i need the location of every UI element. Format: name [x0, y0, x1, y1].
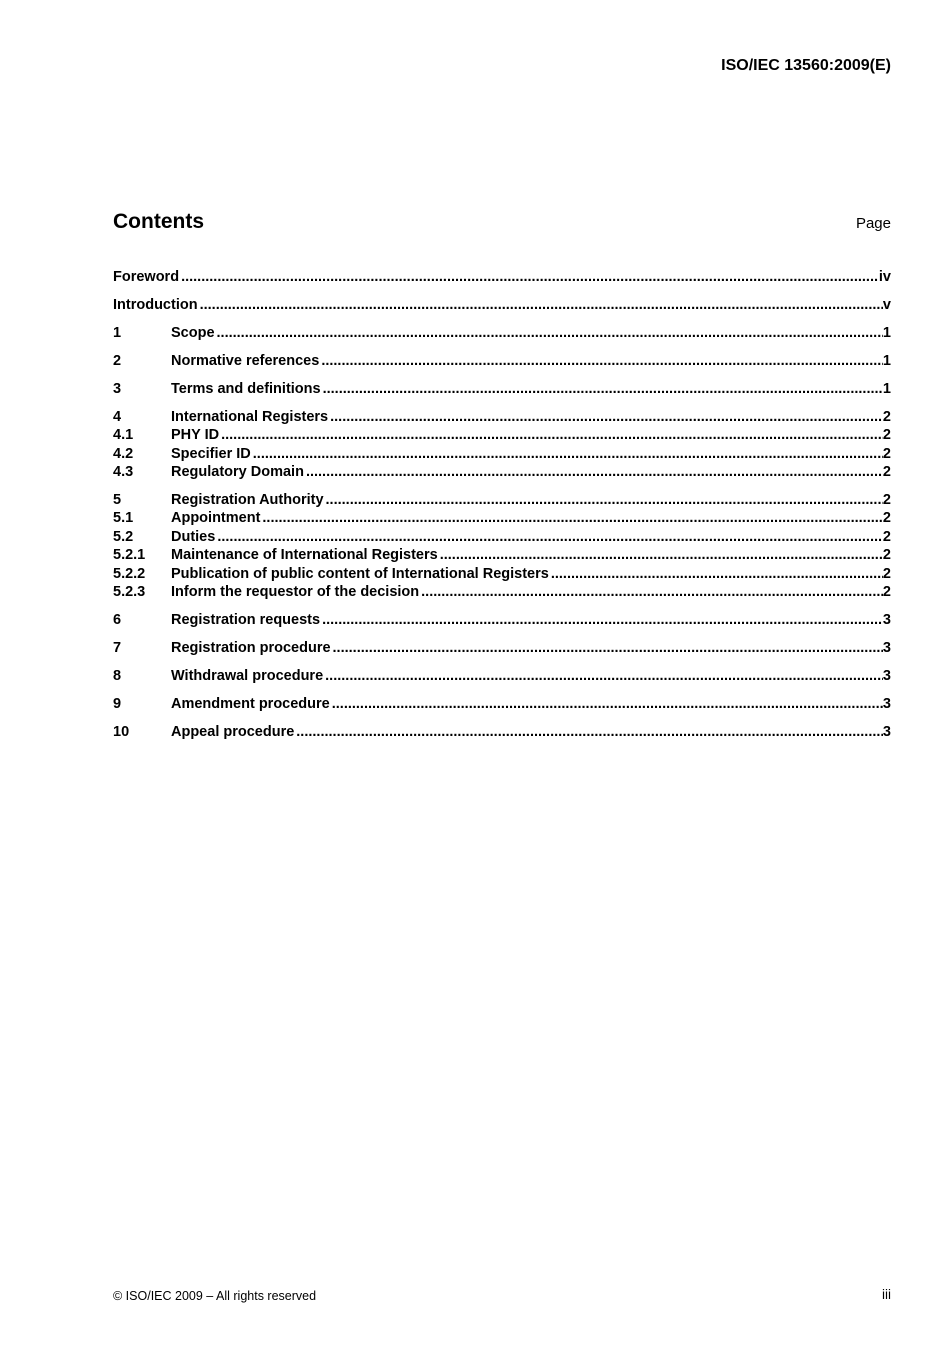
toc-entry-title: Appointment [171, 510, 261, 527]
document-id: ISO/IEC 13560:2009(E) [721, 57, 891, 74]
toc-entry-title: Registration requests [171, 612, 321, 629]
toc-leader-dots [304, 463, 883, 481]
toc-entry-introduction[interactable] [113, 296, 891, 314]
toc-leader-dots [330, 695, 883, 713]
toc-leader-dots [331, 639, 883, 657]
toc-entry-page: 2 [882, 408, 891, 425]
toc-leader-dots [438, 546, 883, 564]
toc-entry-page: 2 [882, 464, 891, 481]
toc-entry-title: Publication of public content of International Registers [171, 565, 549, 582]
toc-leader-dots [215, 528, 883, 546]
toc-leader-dots [319, 352, 883, 370]
toc-entry-page: 2 [882, 445, 891, 462]
toc-entry-page: 3 [882, 695, 891, 712]
toc-entry-4-3[interactable] [113, 463, 891, 481]
toc-entry-2[interactable] [113, 352, 891, 370]
toc-entry-page: 2 [882, 584, 891, 601]
footer-page-number: iii [882, 1287, 891, 1302]
toc-entry-title: Appeal procedure [171, 723, 295, 740]
toc-entry-page: 3 [882, 667, 891, 684]
toc-entry-title: PHY ID [171, 427, 220, 444]
toc-entry-number: 8 [113, 667, 122, 684]
toc-leader-dots [251, 445, 883, 463]
toc-leader-dots [198, 296, 883, 314]
toc-entry-page: v [882, 296, 891, 313]
contents-heading: Contents [113, 210, 204, 233]
toc-entry-page: 3 [882, 723, 891, 740]
toc-entry-page: 3 [882, 640, 891, 656]
toc-entry-10[interactable] [113, 723, 891, 741]
toc-entry-number: 6 [113, 612, 122, 629]
toc-entry-number: 2 [113, 352, 122, 369]
toc-entry-title: Regulatory Domain [171, 464, 304, 481]
toc-entry-8[interactable] [113, 667, 891, 685]
toc-entry-4-1[interactable] [113, 426, 891, 444]
toc-entry-title: Scope [171, 324, 215, 341]
toc-entry-title: Amendment procedure [171, 695, 330, 712]
toc-entry-title: Maintenance of International Registers [171, 547, 438, 564]
toc-entry-number: 5.2.2 [113, 565, 146, 582]
toc-entry-number: 5.2.3 [113, 584, 146, 601]
toc-entry-5[interactable] [113, 491, 891, 509]
toc-leader-dots [179, 268, 879, 286]
toc-leader-dots [324, 491, 883, 509]
toc-entry-number: 10 [113, 723, 130, 740]
toc-entry-7[interactable] [113, 639, 891, 657]
toc-entry-page: 1 [882, 380, 891, 397]
toc-entry-9[interactable] [113, 695, 891, 713]
toc-entry-6[interactable] [113, 611, 891, 629]
toc-entry-number: 9 [113, 695, 122, 712]
toc-entry-title: Terms and definitions [171, 380, 321, 397]
toc-leader-dots [419, 583, 883, 601]
footer-copyright: © ISO/IEC 2009 – All rights reserved [113, 1289, 317, 1303]
toc-entry-title: International Registers [171, 408, 329, 425]
toc-entry-page: 2 [882, 492, 891, 509]
toc-entry-page: 2 [882, 510, 891, 527]
toc-entry-number: 4.1 [113, 427, 134, 444]
page-column-label: Page [855, 215, 891, 232]
toc-leader-dots [320, 611, 883, 629]
toc-entry-page: 1 [882, 324, 891, 341]
toc-entry-5-1[interactable] [113, 509, 891, 527]
toc-entry-page: 2 [882, 547, 891, 564]
toc-entry-number: 3 [113, 380, 122, 397]
toc-entry-4-2[interactable] [113, 445, 891, 463]
toc-leader-dots [549, 565, 883, 583]
toc-entry-5-2-3[interactable] [113, 583, 891, 601]
table-of-contents [113, 268, 891, 741]
toc-entry-title: Foreword [113, 269, 180, 285]
toc-entry-5-2-2[interactable] [113, 565, 891, 583]
toc-entry-title: Registration Authority [171, 492, 324, 509]
toc-entry-number: 5.1 [113, 510, 134, 527]
toc-leader-dots [294, 723, 883, 741]
toc-entry-number: 1 [113, 324, 122, 341]
toc-entry-title: Inform the requestor of the decision [171, 584, 420, 601]
toc-entry-number: 5.2 [113, 528, 134, 545]
toc-entry-title: Duties [171, 528, 216, 545]
toc-leader-dots [321, 380, 883, 398]
toc-entry-title: Withdrawal procedure [171, 667, 324, 684]
toc-entry-title: Normative references [171, 352, 320, 369]
toc-entry-page: iv [878, 269, 891, 285]
toc-entry-page: 2 [882, 565, 891, 582]
toc-entry-number: 7 [113, 640, 122, 656]
toc-entry-page: 2 [882, 528, 891, 545]
toc-entry-number: 5 [113, 492, 122, 509]
toc-entry-title: Introduction [113, 296, 198, 313]
toc-leader-dots [328, 408, 883, 426]
toc-entry-title: Registration procedure [171, 640, 331, 656]
toc-entry-number: 4.3 [113, 464, 134, 481]
toc-entry-page: 1 [882, 352, 891, 369]
toc-entry-page: 3 [882, 612, 891, 629]
toc-entry-number: 4 [113, 408, 122, 425]
toc-entry-title: Specifier ID [171, 445, 251, 462]
toc-leader-dots [219, 426, 883, 444]
toc-leader-dots [260, 509, 883, 527]
toc-entry-foreword[interactable] [113, 268, 891, 286]
toc-leader-dots [215, 324, 883, 342]
toc-entry-number: 5.2.1 [113, 547, 146, 564]
toc-entry-5-2[interactable] [113, 528, 891, 546]
toc-entry-5-2-1[interactable] [113, 546, 891, 564]
toc-entry-number: 4.2 [113, 445, 134, 462]
toc-entry-1[interactable] [113, 324, 891, 342]
toc-entry-page: 2 [882, 427, 891, 444]
toc-entry-3[interactable] [113, 380, 891, 398]
toc-leader-dots [323, 667, 883, 685]
toc-entry-4[interactable] [113, 408, 891, 426]
